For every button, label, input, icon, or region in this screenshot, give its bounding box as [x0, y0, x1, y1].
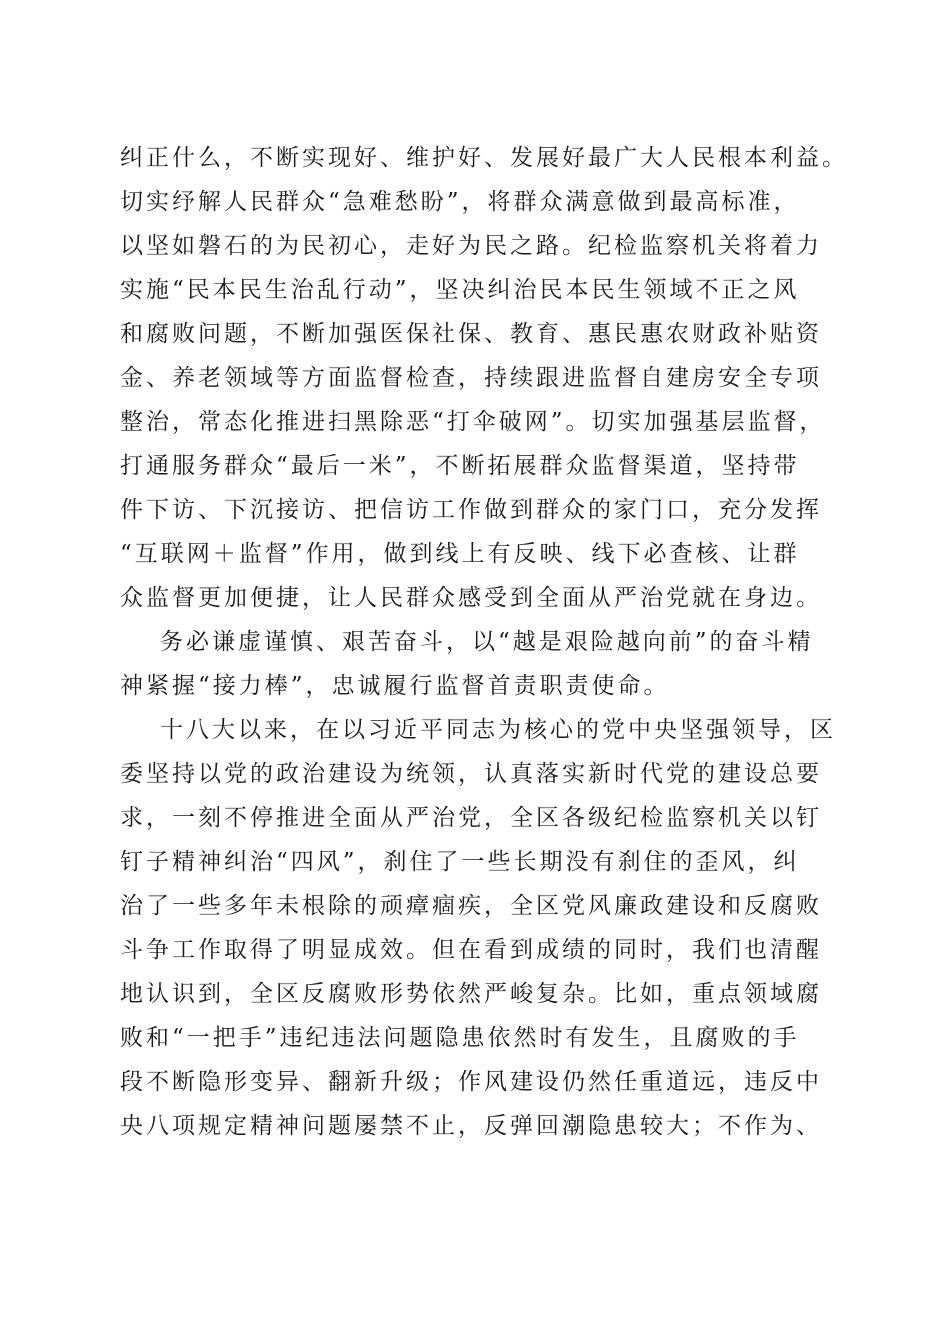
paragraph-first-line: 务必谦虚谨慎、艰苦奋斗，以“越是艰险越向前”的奋斗精 — [160, 629, 814, 655]
text-line: 整治，常态化推进扫黑除恶“打伞破网”。切实加强基层监督， — [120, 409, 826, 435]
text-line: 金、养老领域等方面监督检查，持续跟进监督自建房安全专项 — [120, 365, 822, 391]
text-line: 钉子精神纠治“四风”，刹住了一些长期没有刹住的歪风，纠 — [120, 849, 800, 875]
text-line: “互联网＋监督”作用，做到线上有反映、线下必查核、让群 — [120, 541, 800, 567]
text-line: 治了一些多年未根除的顽瘴痼疾，全区党风廉政建设和反腐败 — [120, 893, 822, 919]
text-line: 实施“民本民生治乱行动”，坚决纠治民本民生领域不正之风 — [120, 277, 800, 303]
text-line: 段不断隐形变异、翻新升级；作风建设仍然任重道远，违反中 — [120, 1069, 822, 1095]
text-line: 求，一刻不停推进全面从严治党，全区各级纪检监察机关以钉 — [120, 805, 822, 831]
paragraph-first-line: 十八大以来，在以习近平同志为核心的党中央坚强领导，区 — [160, 717, 836, 743]
text-line: 斗争工作取得了明显成效。但在看到成绩的同时，我们也清醒 — [120, 937, 822, 963]
text-line: 件下访、下沉接访、把信访工作做到群众的家门口，充分发挥 — [120, 497, 822, 523]
text-line: 众监督更加便捷，让人民群众感受到全面从严治党就在身边。 — [120, 585, 822, 611]
text-line: 央八项规定精神问题屡禁不止，反弹回潮隐患较大；不作为、 — [120, 1113, 822, 1139]
text-line: 纠正什么，不断实现好、维护好、发展好最广大人民根本利益。 — [120, 145, 848, 171]
text-line: 打通服务群众“最后一米”，不断拓展群众监督渠道，坚持带 — [120, 453, 800, 479]
text-line: 以坚如磐石的为民初心，走好为民之路。纪检监察机关将着力 — [120, 233, 822, 259]
text-line: 和腐败问题，不断加强医保社保、教育、惠民惠农财政补贴资 — [120, 321, 822, 347]
text-line: 败和“一把手”违纪违法问题隐患依然时有发生，且腐败的手 — [120, 1025, 800, 1051]
text-line: 神紧握“接力棒”，忠诚履行监督首责职责使命。 — [120, 673, 670, 699]
text-line: 地认识到，全区反腐败形势依然严峻复杂。比如，重点领域腐 — [120, 981, 822, 1007]
text-line: 切实纾解人民群众“急难愁盼”，将群众满意做到最高标准， — [120, 189, 800, 215]
text-line: 委坚持以党的政治建设为统领，认真落实新时代党的建设总要 — [120, 761, 822, 787]
